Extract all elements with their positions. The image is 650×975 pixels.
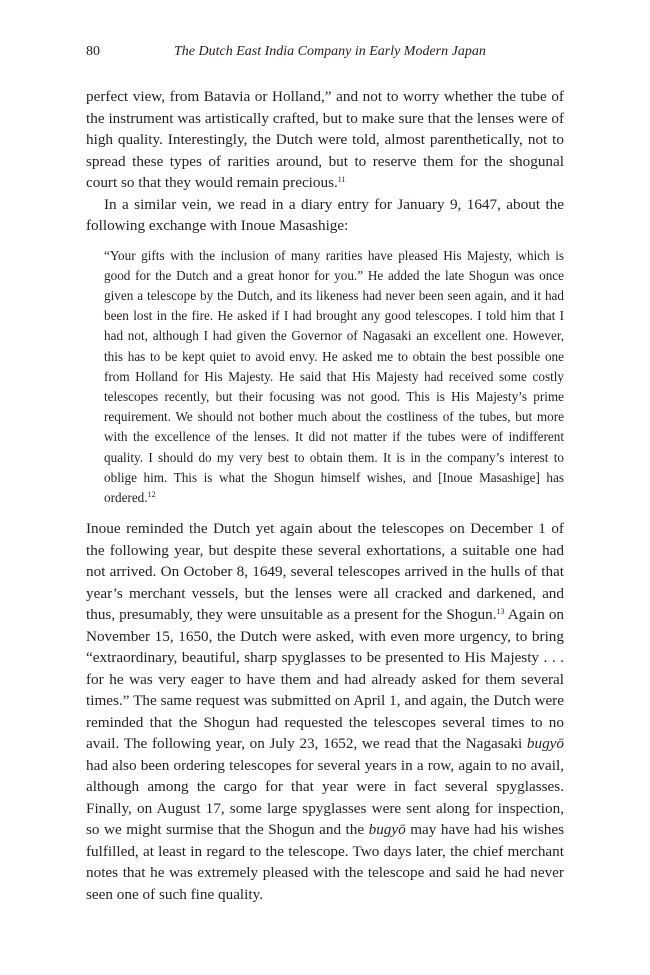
term-bugyo: bugyō [368, 821, 406, 839]
paragraph-3-part-4: may have had his wishes fulfilled, at least in regard to the telescope. Two days later, the chief merchant notes that he was extremely pleased with the telescope and said he had never seen one of such fine quality. [86, 821, 565, 903]
paragraph-3-part-3: had also been ordering telescopes for several years in a row, again to no avail, although among the cargo for that year were in fact several spyglasses. Finally, on August 17, some large spyglasses were sent along for inspection, so we might surmise that the Shogun and the [86, 756, 564, 839]
block-quote [104, 246, 564, 509]
footnote-ref-12: 12 [147, 489, 156, 499]
body-text [86, 86, 564, 905]
footnote-ref-11: 11 [337, 175, 346, 184]
paragraph-1-text: perfect view, from Batavia or Holland,” and not to worry whether the tube of the instrument was artistically crafted, but to make sure that the lenses were of high quality. Interestingly, the Dutch were told, almost parenthetically, not to spread these types of rarities around, but to reserve them for the shogunal court so that they would remain precious. [86, 88, 564, 191]
term-bugyo: bugyō [526, 735, 564, 753]
paragraph-2-text: In a similar vein, we read in a diary entry for January 9, 1647, about the following exchange with Inoue Masashige: [86, 195, 564, 234]
running-title: The Dutch East India Company in Early Modern Japan [174, 44, 486, 59]
paragraph-1 [86, 86, 564, 194]
page-number: 80 [86, 44, 100, 59]
paragraph-3-part-2: Again on November 15, 1650, the Dutch were asked, with even more urgency, to bring “extraordinary, beautiful, sharp spyglasses to be presented to His Majesty . . . for he was very eager to have them and had already asked for them several times.” The same request was submitted on April 1, and again, the Dutch were reminded that the Shogun had requested the telescopes several times to no avail. The following year, on July 23, 1652, we read that the Nagasaki [86, 606, 565, 753]
block-quote-text: “Your gifts with the inclusion of many rarities have pleased His Majesty, which is good for the Dutch and a great honor for you.” He added the late Shogun was once given a telescope by the Dutch, and its likeness had never been seen again, and it had been lost in the fire. He asked if I had brought any good telescopes. I told him that I had not, although I had given the Governor of Nagasaki an excellent one. However, this has to be kept quiet to avoid envy. He asked me to obtain the best possible one from Holland for His Majesty. He said that His Majesty had received some costly telescopes recently, but their focusing was not good. This is His Majesty’s prime requirement. We should not bother much about the costliness of the tubes, but more with the excellence of the lenses. It did not matter if the tubes were of indifferent quality. I should do my very best to obtain them. It is in the company’s interest to oblige him. This is what the Shogun himself wishes, and [Inoue Masashige] has ordered. [104, 247, 564, 505]
footnote-ref-13: 13 [496, 607, 505, 617]
paragraph-3-part-1: Inoue reminded the Dutch yet again about the telescopes on December 1 of the following year, but despite these several exhortations, a suitable one had not arrived. On October 8, 1649, several telescopes arrived in the hulls of that year’s merchant vessels, but the lenses were all cracked and darkened, and thus, presumably, they were unsuitable as a present for the Shogun. [86, 520, 564, 624]
running-head [86, 44, 564, 64]
paragraph-3 [86, 518, 564, 905]
paragraph-2 [86, 194, 564, 237]
